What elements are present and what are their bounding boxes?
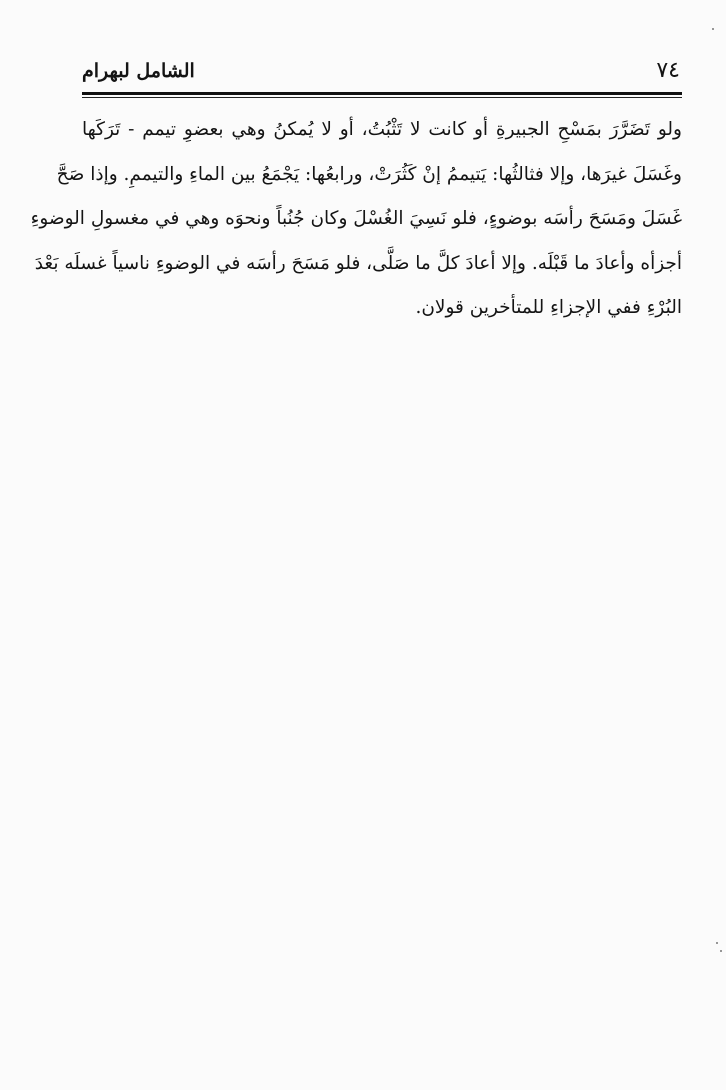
running-title: الشامل لبهرام [82,60,195,82]
scan-speck [720,950,722,952]
page-header [82,56,682,90]
scan-speck [716,942,718,944]
header-rule-thick [82,92,682,95]
text-line: ولو تَضَرَّرَ بمَسْحِ الجبيرةِ أو كانت لا تَثْبُتُ، أو لا يُمكنُ وهي بعضوِ تيمم - تَرَكَها [82,119,682,140]
scan-speck [712,28,714,30]
text-line: أجزأه وأعادَ ما قَبْلَه. وإلا أعادَ كلَّ ما صَلَّى، فلو مَسَحَ رأسَه في الوضوءِ ناسياً غسلَه بَعْدَ [34,252,682,274]
header-rule-thin [82,97,682,98]
text-line: البُرْءِ ففي الإجزاءِ للمتأخرين قولان. [415,297,682,318]
page-number: ٧٤ [656,58,680,83]
text-line: غَسَلَ ومَسَحَ رأسَه بوضوءٍ، فلو نَسِيَ الغُسْلَ وكان جُنُباً ونحوَه وهي في مغسولِ الوضوءِ [30,208,682,229]
body-text [30,108,682,331]
text-line: وغَسَلَ غيرَها، وإلا فثالثُها: يَتيممُ إنْ كَثُرَتْ، ورابعُها: يَجْمَعُ بين الماءِ والتيممِ. وإذا صَحَّ [56,163,682,185]
